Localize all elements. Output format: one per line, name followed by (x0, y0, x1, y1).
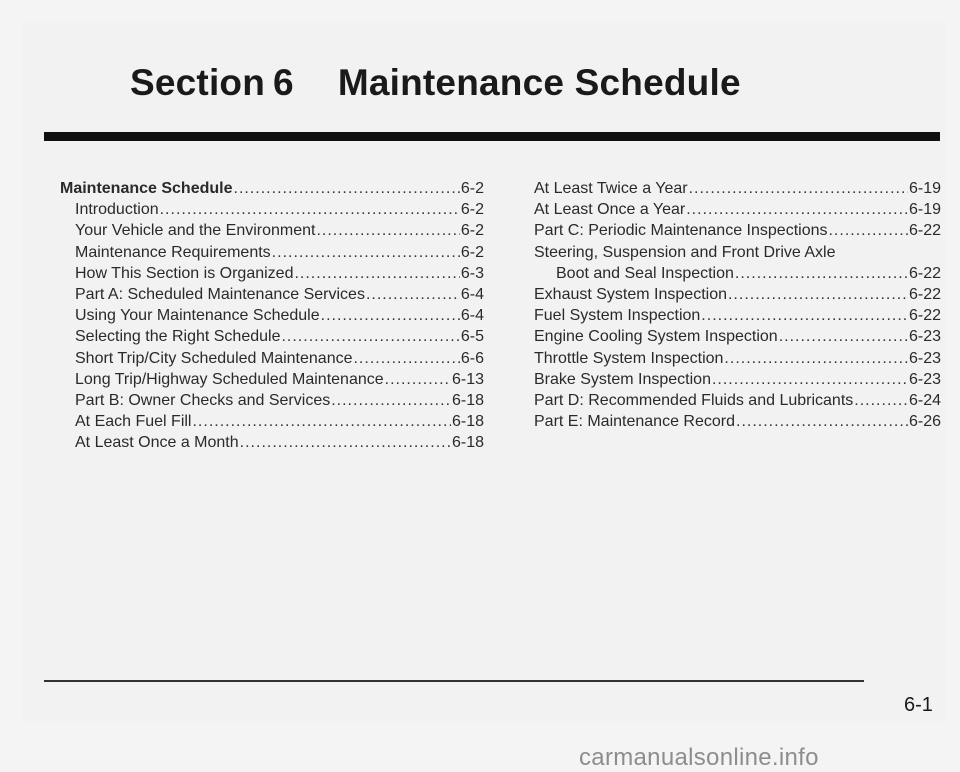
toc-leader-dots (686, 199, 908, 220)
toc-entry-page: 6-19 (908, 201, 941, 219)
toc-leader-dots (240, 432, 451, 453)
toc-entry-page: 6-23 (908, 370, 941, 388)
section-label: Section (130, 62, 266, 103)
toc-entry-page: 6-18 (451, 413, 484, 431)
toc-entry-page: 6-2 (460, 180, 484, 197)
toc-entry[interactable] (60, 305, 484, 326)
manual-page (22, 22, 946, 722)
toc-entry[interactable] (60, 432, 484, 453)
toc-entry[interactable] (60, 199, 484, 220)
toc-leader-dots (281, 326, 459, 347)
toc-leader-dots (728, 284, 908, 305)
toc-entry[interactable] (534, 199, 941, 220)
toc-entry-page: 6-2 (460, 201, 484, 219)
toc-entry-label: At Least Twice a Year (534, 180, 688, 197)
toc-entry-page: 6-22 (908, 222, 941, 240)
toc-entry-page: 6-4 (460, 286, 484, 304)
toc-entry-page: 6-5 (460, 328, 484, 346)
title-divider-bar (44, 132, 940, 141)
toc-leader-dots (316, 220, 459, 241)
toc-leader-dots (736, 411, 908, 432)
toc-entry[interactable] (60, 326, 484, 347)
toc-entry-label: Boot and Seal Inspection (556, 264, 734, 282)
toc-entry-label: Part A: Scheduled Maintenance Services (75, 286, 365, 304)
watermark-text: carmanualsonline.info (579, 744, 819, 771)
toc-entry[interactable] (534, 305, 941, 326)
section-number: 6 (273, 62, 294, 103)
toc-leader-dots (366, 284, 460, 305)
toc-entry-label: Part C: Periodic Maintenance Inspections (534, 222, 828, 240)
toc-entry-page: 6-2 (460, 243, 484, 261)
toc-entry-page: 6-23 (908, 328, 941, 346)
toc-entry-label: At Least Once a Month (75, 434, 239, 452)
toc-entry[interactable] (534, 390, 941, 411)
toc-entry[interactable] (534, 348, 941, 369)
toc-leader-dots (724, 348, 908, 369)
toc-entry-page: 6-13 (451, 370, 484, 388)
toc-entry-label: Exhaust System Inspection (534, 286, 727, 304)
toc-entry[interactable] (60, 284, 484, 305)
toc-leader-dots (735, 263, 908, 284)
toc-entry-label: Maintenance Schedule (60, 180, 233, 197)
toc-entry-label: Brake System Inspection (534, 370, 711, 388)
toc-leader-dots (353, 348, 459, 369)
toc-entry-page: 6-4 (460, 307, 484, 325)
toc-entry-page: 6-22 (908, 307, 941, 325)
toc-leader-dots (779, 326, 908, 347)
toc-entry[interactable] (534, 369, 941, 390)
toc-entry[interactable] (534, 411, 941, 432)
toc-entry-label: Selecting the Right Schedule (75, 328, 281, 346)
toc-entry-label: Maintenance Requirements (75, 243, 271, 261)
toc-entry-label: Long Trip/Highway Scheduled Maintenance (75, 370, 384, 388)
section-heading (130, 62, 741, 104)
toc-entry-label: Part B: Owner Checks and Services (75, 392, 331, 410)
toc-entry[interactable] (60, 242, 484, 263)
toc-entry-label: At Least Once a Year (534, 201, 686, 219)
toc-entry-label: Part E: Maintenance Record (534, 413, 735, 431)
toc-leader-dots (234, 178, 460, 199)
toc-entry[interactable] (60, 369, 484, 390)
toc-leader-dots (272, 242, 460, 263)
toc-entry-label: Steering, Suspension and Front Drive Axle (534, 243, 836, 261)
toc-leader-dots (854, 390, 908, 411)
toc-leader-dots (192, 411, 450, 432)
toc-entry-label: At Each Fuel Fill (75, 413, 192, 431)
toc-leader-dots (385, 369, 451, 390)
toc-entry-label: Introduction (75, 201, 159, 219)
toc-entry[interactable] (60, 348, 484, 369)
toc-entry-page: 6-3 (460, 264, 484, 282)
toc-entry[interactable] (534, 220, 941, 241)
toc-left-column (60, 178, 484, 454)
toc-leader-dots (321, 305, 460, 326)
toc-entry-label: Fuel System Inspection (534, 307, 701, 325)
toc-entry[interactable] (60, 411, 484, 432)
toc-entry-page: 6-22 (908, 264, 941, 282)
toc-entry-page: 6-24 (908, 392, 941, 410)
toc-entry-label: Using Your Maintenance Schedule (75, 307, 320, 325)
toc-leader-dots (828, 220, 907, 241)
toc-entry-label: How This Section is Organized (75, 264, 294, 282)
toc-right-column (534, 178, 941, 432)
toc-entry-page: 6-2 (460, 222, 484, 240)
toc-leader-dots (712, 369, 908, 390)
toc-entry-label: Throttle System Inspection (534, 349, 724, 367)
toc-entry[interactable] (534, 178, 941, 199)
toc-leader-dots (160, 199, 460, 220)
toc-entry-label: Short Trip/City Scheduled Maintenance (75, 349, 353, 367)
toc-entry-page: 6-23 (908, 349, 941, 367)
section-name: Maintenance Schedule (337, 62, 741, 103)
toc-entry-page: 6-18 (451, 434, 484, 452)
toc-entry-page: 6-22 (908, 286, 941, 304)
toc-entry-page: 6-6 (460, 349, 484, 367)
toc-entry-label: Part D: Recommended Fluids and Lubricants (534, 392, 854, 410)
toc-entry[interactable] (60, 220, 484, 241)
toc-entry-label: Engine Cooling System Inspection (534, 328, 778, 346)
toc-entry[interactable] (534, 242, 941, 263)
toc-entry[interactable] (60, 178, 484, 199)
page-number: 6-1 (904, 694, 933, 716)
toc-leader-dots (294, 263, 459, 284)
toc-entry[interactable] (60, 263, 484, 284)
toc-entry[interactable] (534, 284, 941, 305)
toc-entry-label: Your Vehicle and the Environment (75, 222, 316, 240)
toc-entry-page: 6-26 (908, 413, 941, 431)
toc-leader-dots (331, 390, 451, 411)
toc-entry[interactable] (60, 390, 484, 411)
toc-leader-dots (689, 178, 908, 199)
toc-entry[interactable] (534, 326, 941, 347)
toc-entry-page: 6-18 (451, 392, 484, 410)
footer-rule (44, 680, 864, 682)
toc-entry-page: 6-19 (908, 180, 941, 197)
toc-leader-dots (701, 305, 908, 326)
toc-entry[interactable] (534, 263, 941, 284)
